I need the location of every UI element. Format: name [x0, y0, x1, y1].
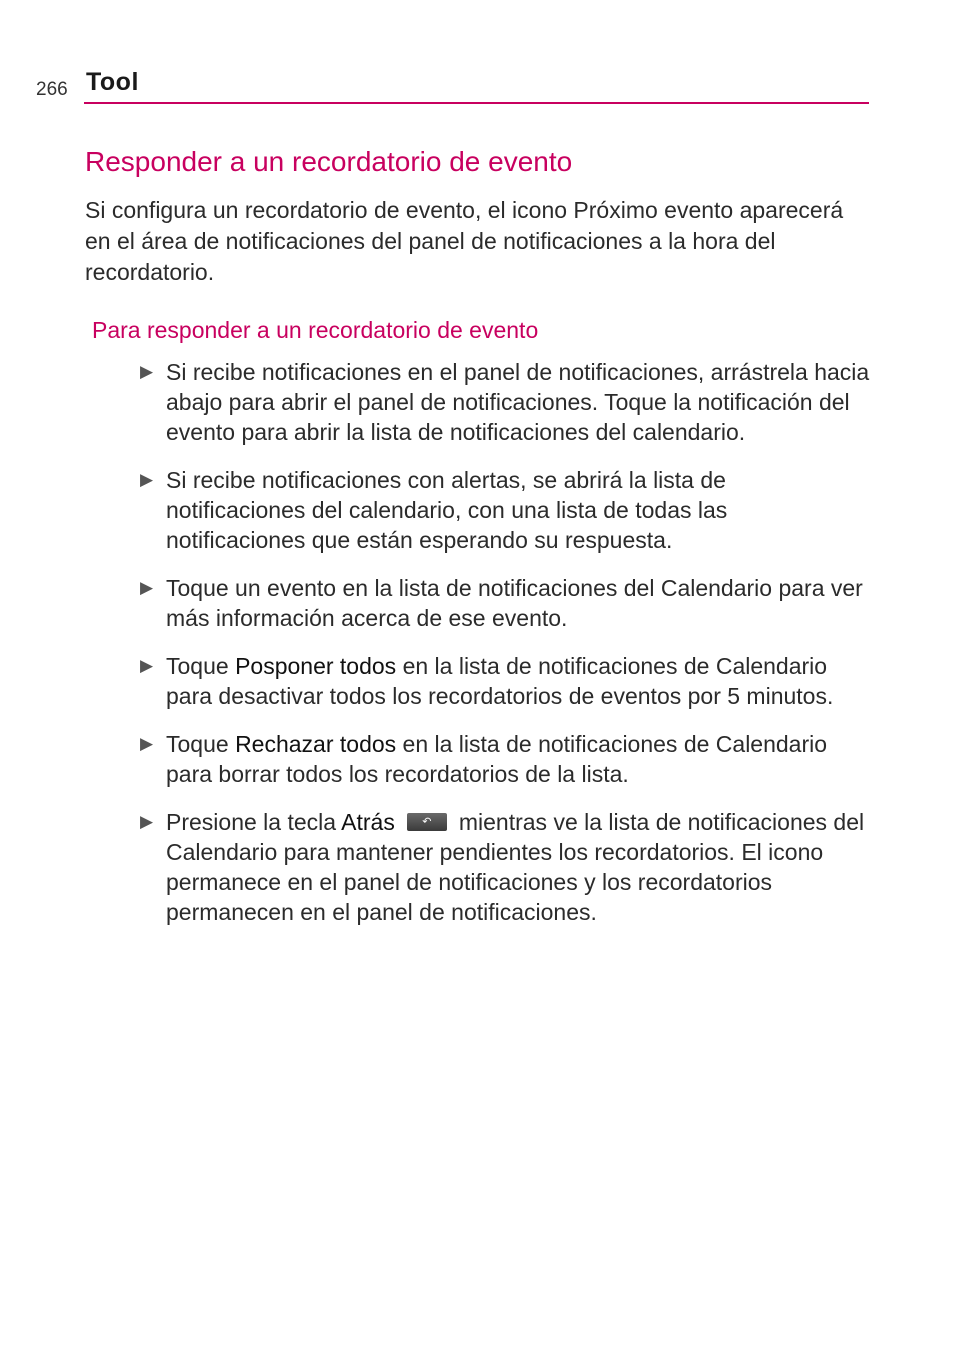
list-item-text-post: en la lista de notificaciones de Calendario para borrar todos los recordatorios de la lista.: [166, 731, 828, 787]
page-title: Responder a un recordatorio de evento: [85, 146, 573, 177]
list-item: [140, 465, 870, 555]
list-item-text-post: en la lista de notificaciones de Calendario para desactivar todos los recordatorios de eventos por 5 minutos.: [166, 653, 834, 709]
section-name: Tool: [86, 68, 139, 96]
list-item-text: Toque un evento en la lista de notificaciones del Calendario para ver más información acerca de ese evento.: [166, 575, 863, 631]
bullet-arrow-icon: ▶: [140, 734, 154, 753]
subsection-title: Para responder a un recordatorio de evento: [92, 317, 539, 343]
bullet-arrow-icon: ▶: [140, 362, 154, 381]
list-item: [140, 573, 870, 633]
list-item-text-post: mientras ve la lista de notificaciones del Calendario para mantener pendientes los recordatorios. El icono permanece en el panel de notificaciones y los recordatorios permanecen en el panel de notificaciones.: [166, 809, 865, 925]
list-item-text: Si recibe notificaciones en el panel de notificaciones, arrástrela hacia abajo para abrir el panel de notificaciones. Toque la notificación del evento para abrir la lista de notificaciones del calendario.: [166, 359, 870, 445]
bullet-arrow-icon: ▶: [140, 470, 154, 489]
bullet-arrow-icon: ▶: [140, 812, 154, 831]
list-item-text-pre: Presione la tecla: [166, 809, 342, 835]
instruction-list: [140, 357, 870, 945]
posponer-todos-term: Posponer todos: [235, 653, 397, 679]
page-number: 266: [36, 79, 68, 100]
header-rule: [84, 102, 869, 104]
atras-term: Atrás: [341, 809, 395, 835]
list-item-text-pre: Toque: [166, 653, 236, 679]
bullet-arrow-icon: ▶: [140, 578, 154, 597]
list-item: [140, 807, 870, 927]
list-item: [140, 729, 870, 789]
rechazar-todos-term: Rechazar todos: [235, 731, 397, 757]
list-item-text-pre: Toque: [166, 731, 236, 757]
list-item: [140, 357, 870, 447]
list-item: [140, 651, 870, 711]
back-key-icon: ↶: [407, 813, 447, 831]
bullet-arrow-icon: ▶: [140, 656, 154, 675]
intro-paragraph: Si configura un recordatorio de evento, el icono Próximo evento aparecerá en el área de notificaciones del panel de notificaciones a la hora del recordatorio.: [85, 197, 844, 285]
list-item-text: Si recibe notificaciones con alertas, se abrirá la lista de notificaciones del calendario, con una lista de todas las notificaciones que están esperando su respuesta.: [166, 467, 728, 553]
